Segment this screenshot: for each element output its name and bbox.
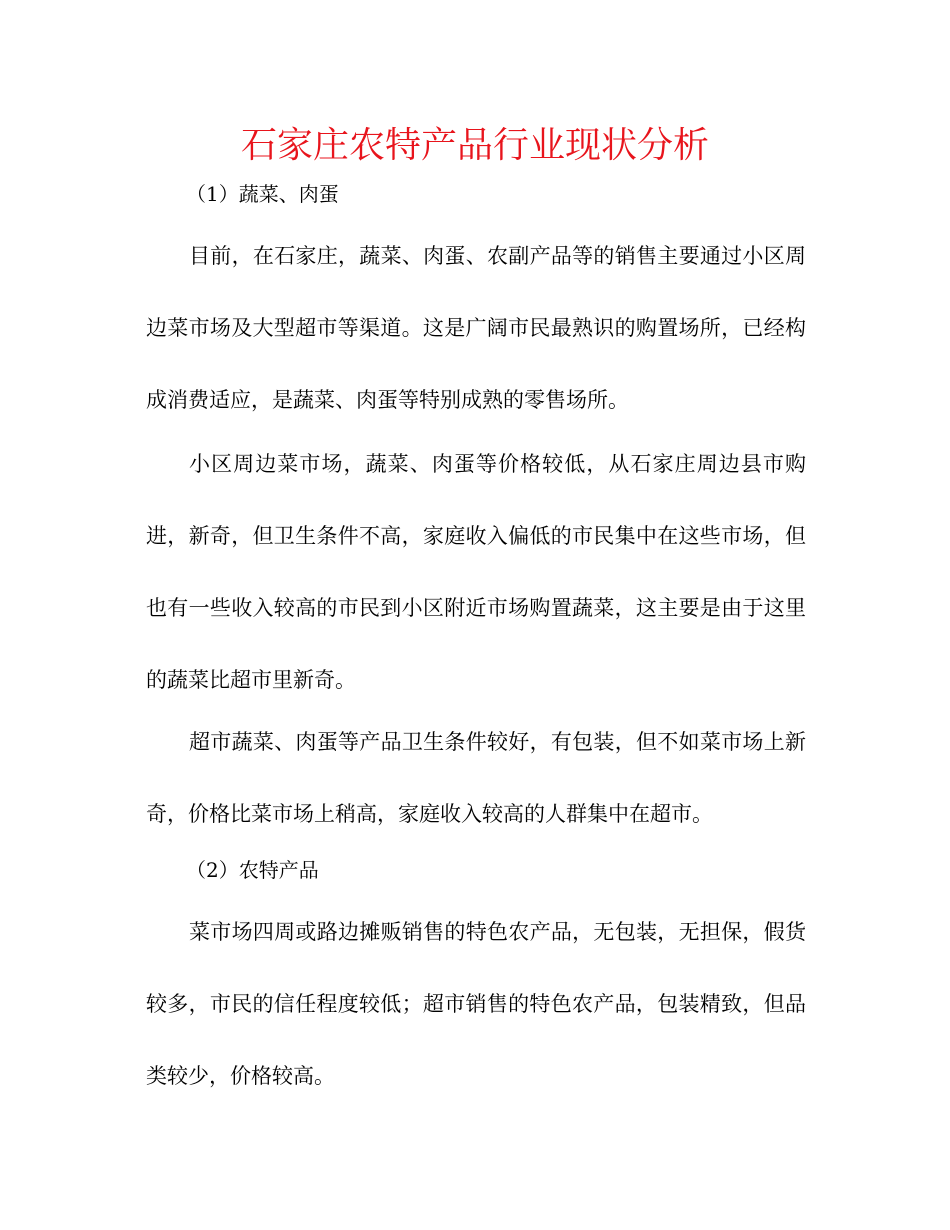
- paragraph-specialty-products: 菜市场四周或路边摊贩销售的特色农产品，无包装，无担保，假货较多，市民的信任程度较低；超市销售的特色农产品，包装精致，但品类较少，价格较高。: [146, 920, 806, 1088]
- section-heading-specialty-products: （2）农特产品: [186, 858, 319, 882]
- section-heading-vegetables-meat-eggs: （1）蔬菜、肉蛋: [186, 182, 339, 206]
- document-title: 石家庄农特产品行业现状分析: [240, 125, 709, 166]
- paragraph-supermarkets: 超市蔬菜、肉蛋等产品卫生条件较好，有包装，但不如菜市场上新奇，价格比菜市场上稍高，家庭收入较高的人群集中在超市。: [146, 730, 806, 826]
- paragraph-sales-channels: 目前，在石家庄，蔬菜、肉蛋、农副产品等的销售主要通过小区周边菜市场及大型超市等渠道。这是广阔市民最熟识的购置场所，已经构成消费适应，是蔬菜、肉蛋等特别成熟的零售场所。: [146, 244, 806, 412]
- paragraph-community-markets: 小区周边菜市场，蔬菜、肉蛋等价格较低，从石家庄周边县市购进，新奇，但卫生条件不高，家庭收入偏低的市民集中在这些市场，但也有一些收入较高的市民到小区附近市场购置蔬菜，这主要是由于这里的蔬菜比超市里新奇。: [146, 452, 806, 692]
